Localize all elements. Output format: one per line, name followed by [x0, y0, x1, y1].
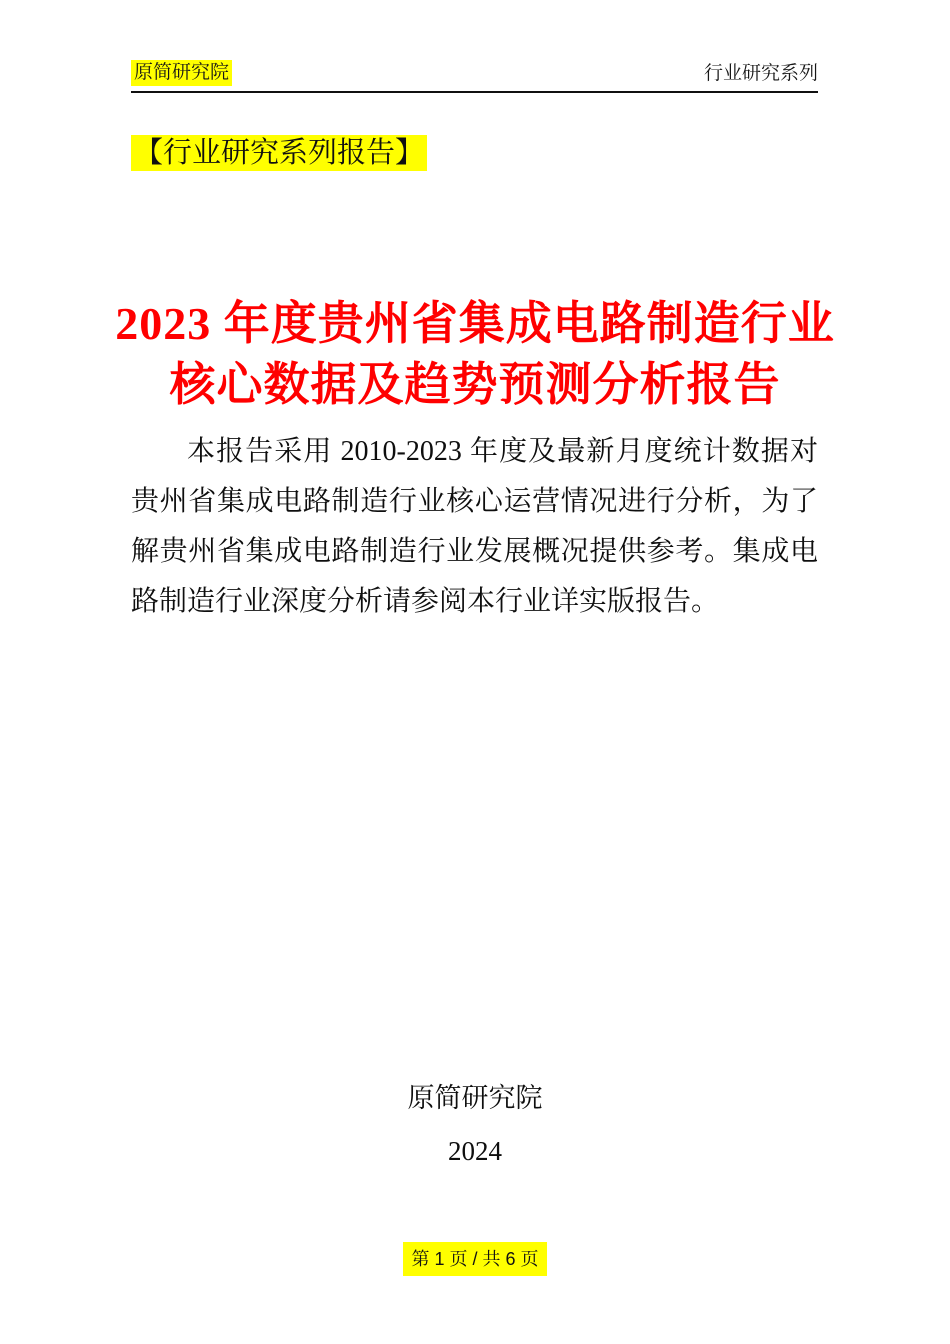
abstract-paragraph: 本报告采用 2010-2023 年度及最新月度统计数据对贵州省集成电路制造行业核心运营情况进行分析，为了解贵州省集成电路制造行业发展概况提供参考。集成电路制造行业深度分析请参阅本行业详实版报告。: [131, 436, 818, 617]
report-title-line1: 2023 年度贵州省集成电路制造行业: [115, 298, 835, 349]
series-label: 【行业研究系列报告】: [131, 135, 427, 171]
page-header: [131, 60, 818, 93]
report-title: [0, 293, 950, 415]
page-number: 第 1 页 / 共 6 页: [403, 1242, 546, 1276]
header-right-series: 行业研究系列: [703, 63, 818, 84]
header-left-brand: 原简研究院: [131, 60, 232, 86]
report-title-line2: 核心数据及趋势预测分析报告: [169, 359, 781, 410]
publisher-year: 2024: [448, 1136, 502, 1166]
page-footer: [0, 1242, 950, 1276]
series-label-line: [131, 133, 427, 173]
publisher-name: 原简研究院: [407, 1083, 543, 1113]
